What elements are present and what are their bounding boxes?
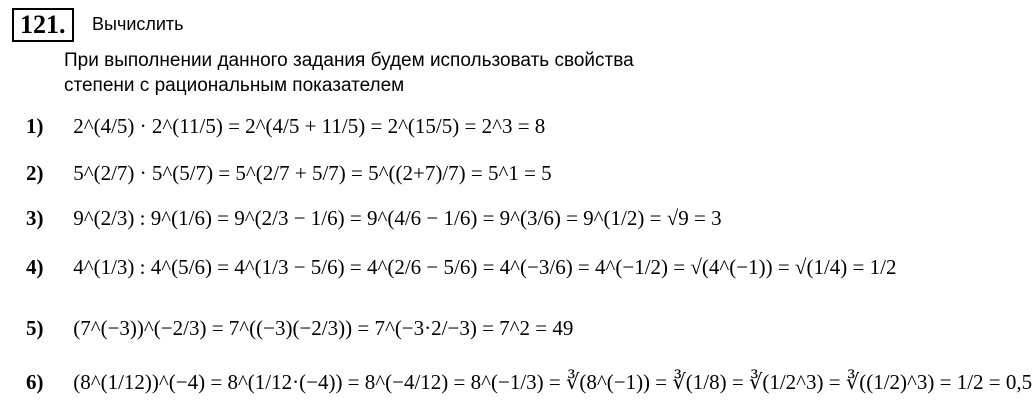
solution-row-4 <box>26 255 896 280</box>
solution-number: 4) <box>26 255 44 279</box>
solution-expression: 4^(1/3) : 4^(5/6) = 4^(1/3 − 5/6) = 4^(2/6 − 5/6) = 4^(−3/6) = 4^(−1/2) = √(4^(−1)) = √(1/4) = 1/2 <box>73 255 897 279</box>
solution-number: 3) <box>26 206 44 230</box>
solution-number: 1) <box>26 114 44 138</box>
task-label: Вычислить <box>92 14 184 34</box>
solution-expression: 5^(2/7) · 5^(5/7) = 5^(2/7 + 5/7) = 5^((2+7)/7) = 5^1 = 5 <box>73 161 552 185</box>
solution-row-6 <box>26 370 1032 395</box>
solution-expression: 9^(2/3) : 9^(1/6) = 9^(2/3 − 1/6) = 9^(4/6 − 1/6) = 9^(3/6) = 9^(1/2) = √9 = 3 <box>73 206 722 230</box>
intro-line-2: степени с рациональным показателем <box>64 75 405 96</box>
solution-expression: (7^(−3))^(−2/3) = 7^((−3)(−2/3)) = 7^(−3·2/−3) = 7^2 = 49 <box>73 316 574 340</box>
solution-number: 5) <box>26 316 44 340</box>
solution-row-1 <box>26 114 545 139</box>
solution-row-3 <box>26 206 722 231</box>
problem-number: 121. <box>12 8 74 42</box>
solution-row-5 <box>26 316 573 341</box>
intro-text <box>64 48 634 98</box>
intro-line-1: При выполнении данного задания будем использовать свойства <box>64 50 634 71</box>
solution-number: 2) <box>26 161 44 185</box>
solution-row-2 <box>26 161 552 186</box>
solution-expression: (8^(1/12))^(−4) = 8^(1/12·(−4)) = 8^(−4/12) = 8^(−1/3) = ∛(8^(−1)) = ∛(1/8) = ∛(1/2^3) = ∛((1/2)^3) = 1/2 = 0,5 <box>73 370 1032 394</box>
solution-expression: 2^(4/5) · 2^(11/5) = 2^(4/5 + 11/5) = 2^(15/5) = 2^3 = 8 <box>73 114 546 138</box>
solution-number: 6) <box>26 370 44 394</box>
